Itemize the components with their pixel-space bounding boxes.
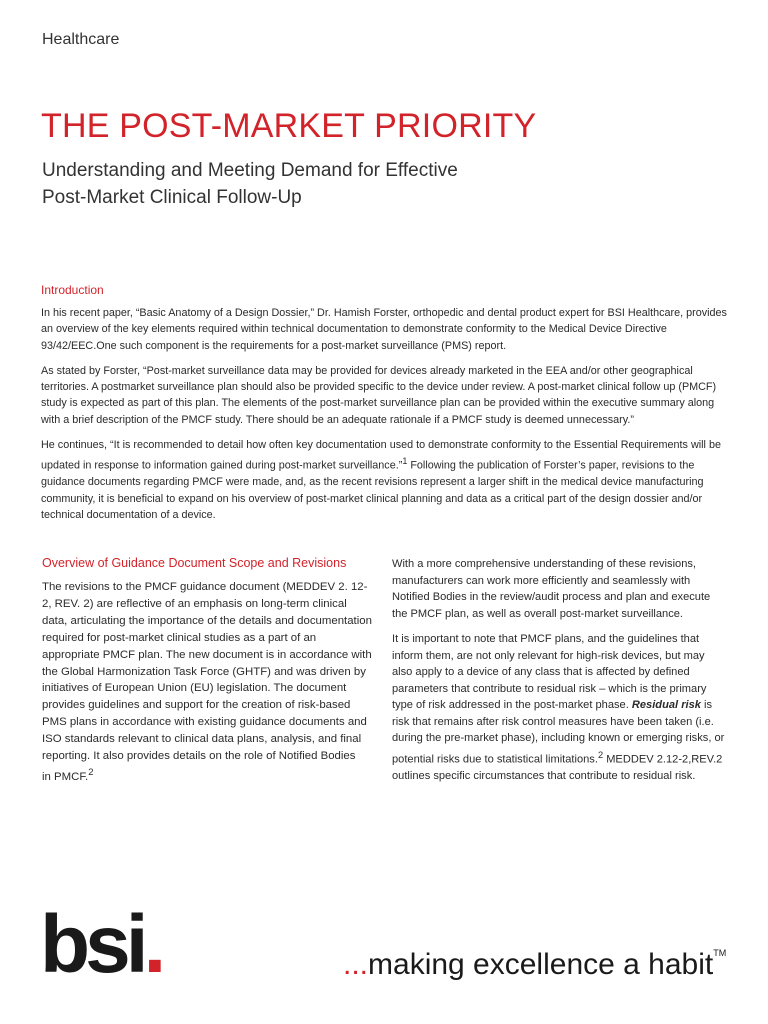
intro-paragraph-3 <box>41 437 731 523</box>
footnote-ref: 1 <box>402 456 408 467</box>
right-column <box>392 556 728 793</box>
right-p2-text-a: It is important to note that PMCF plans, and the guidelines that inform them, are not only relevant for high-risk devices, but may also apply to a device of any class that is affected by defined parameters that contribute to residual risk – which is the primary type of risk addressed in the post-market phase. <box>392 633 707 711</box>
footnote-ref: 2 <box>597 749 604 760</box>
intro-p3-text-b: Following the publication of Forster’s paper, revisions to the guidance documents regarding PMCF were made, and, as the recent revisions represent a larger shift in the medical device manufacturing community, it is beneficial to expand on his overview of post-market clinical planning and data as a critical part of the design dossier and/or technical documentation of a device. <box>41 459 704 521</box>
tagline <box>343 948 726 982</box>
trademark-mark: TM <box>713 948 727 958</box>
overview-paragraph <box>42 579 374 786</box>
subtitle-line-1: Understanding and Meeting Demand for Effective <box>42 160 458 181</box>
right-paragraph-2 <box>392 631 728 784</box>
logo-text: bsi <box>40 899 144 990</box>
subtitle-line-2: Post-Market Clinical Follow-Up <box>42 187 302 208</box>
introduction-section <box>41 283 731 532</box>
category-label: Healthcare <box>42 31 120 48</box>
right-paragraph-1: With a more comprehensive understanding of these revisions, manufacturers can work more efficiently and seamlessly with Notified Bodies in the review/audit process and plan and execute the PMCF plan, as well as overall post-market surveillance. <box>392 558 711 620</box>
overview-text: The revisions to the PMCF guidance document (MEDDEV 2. 12-2, REV. 2) are reflective of an emphasis on long-term clinical data, articulating the importance of the details and documentation required for post-market clinical studies as a part of an appropriate PMCF plan. The new document is in accordance with the Global Harmonization Task Force (GHTF) and was driven by initiatives of European Union (EU) legislation. The document provides guidelines and support for the creation of risk-based PMS plans in accordance with existing guidance documents and ISO standards relevant to clinical data plans, analysis, and final reporting. It also provides details on the role of Notified Bodies <box>42 581 372 763</box>
residual-risk-term: Residual risk <box>631 699 701 711</box>
bsi-logo <box>40 899 162 990</box>
page-subtitle <box>42 157 602 211</box>
right-p2-text-c: MEDDEV 2.12-2,REV.2 outlines specific circumstances that contribute to residual risk. <box>392 753 723 782</box>
footnote-ref: 2 <box>88 766 94 778</box>
intro-paragraph-1: In his recent paper, “Basic Anatomy of a Design Dossier,” Dr. Hamish Forster, orthopedic and dental product expert for BSI Healthcare, provides an overview of the key elements required within technical documentation to demonstrate conformity to the Medical Device Directive 93/42/EEC.One such component is the requirements for a post-market surveillance (PMS) report. <box>41 307 727 352</box>
overview-heading: Overview of Guidance Document Scope and Revisions <box>42 556 347 570</box>
logo-dot: . <box>143 899 162 990</box>
introduction-heading: Introduction <box>41 283 104 297</box>
intro-paragraph-2: As stated by Forster, “Post-market surveillance data may be provided for devices already marketed in the EEA and/or other geographical territories. A postmarket surveillance plan should also be provided specific to the device under review. A post-market clinical follow up (PMCF) study is expected as part of this plan. The elements of the post-market surveillance plan can be provided within the executive summary along with a brief description of the PMCF study. There should be an adequate rationale if a PMCF study is deemed unnecessary.” <box>41 364 717 426</box>
right-p2-text-b: is risk that remains after risk control measures have been taken (i.e. during the pre-market phase), including known or emerging risks, or potential risks due to statistical limitations. <box>392 699 725 766</box>
tagline-ellipsis: ... <box>343 948 369 981</box>
intro-p3-text-a: He continues, “It is recommended to detail how often key documentation used to demonstrate conformity to the Essential Requirements will be updated in response to information gained during post-market surveillance.” <box>41 439 721 472</box>
overview-section <box>42 556 374 786</box>
overview-text-end: in PMCF. <box>42 770 89 783</box>
page-title: THE POST-MARKET PRIORITY <box>41 107 537 145</box>
tagline-text: making excellence a habit <box>368 948 714 981</box>
